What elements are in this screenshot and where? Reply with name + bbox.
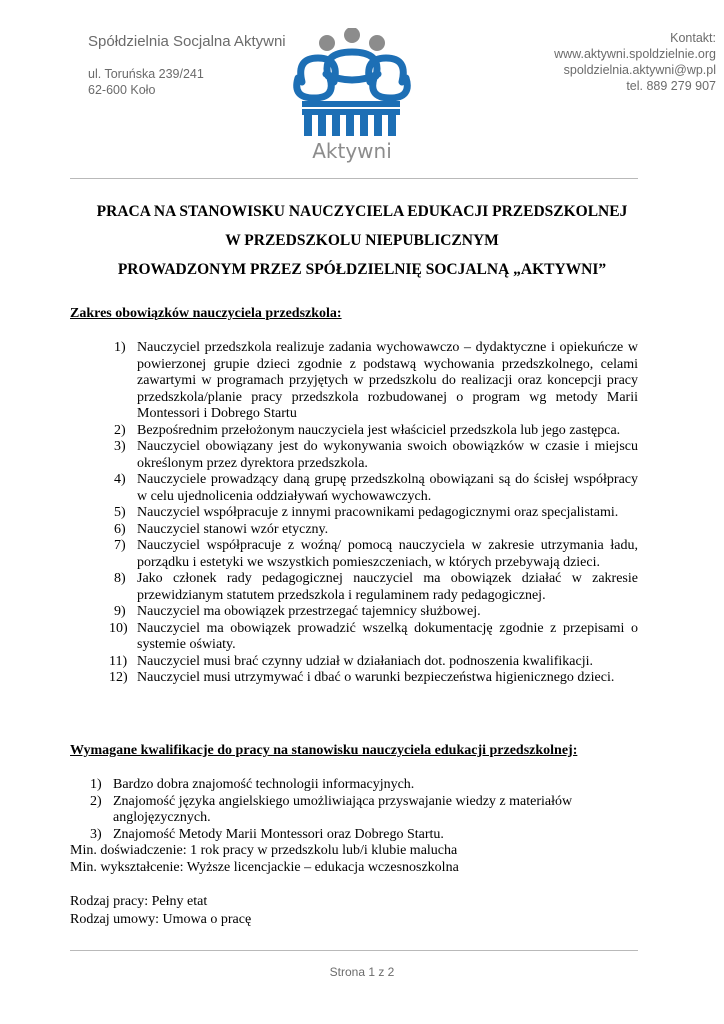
document-title-line-3: PROWADZONYM PRZEZ SPÓŁDZIELNIĘ SOCJALNĄ „AKTYWNI” — [117, 261, 607, 278]
list-item: 12) Nauczyciel musi utrzymywać i dbać o warunki bezpieczeństwa higienicznego dzieci. — [109, 670, 615, 685]
list-item: 7) Nauczyciel współpracuje z woźną/ pomocą nauczyciela w zakresie utrzymania ładu, porządku i estetyki we wszystkich pomieszczeniach, w których przebywają dzieci. — [114, 538, 638, 570]
aktywni-logo — [288, 28, 416, 163]
contact-label: Kontakt: — [670, 31, 716, 45]
list-item: 5) Nauczyciel współpracuje z innymi pracownikami pedagogicznymi oraz specjalistami. — [114, 505, 619, 520]
contact-email-link[interactable]: spoldzielnia.aktywni@wp.pl — [563, 63, 716, 77]
min-experience: Min. doświadczenie: 1 rok pracy w przedszkolu lub/i klubie malucha — [70, 843, 458, 858]
contact-phone: tel. 889 279 907 — [626, 79, 716, 93]
qualifications-list — [70, 777, 638, 843]
organization-street: ul. Toruńska 239/241 — [88, 67, 204, 81]
footer-divider — [70, 950, 638, 951]
document-title-line-2: W PRZEDSZKOLU NIEPUBLICZNYM — [225, 232, 499, 249]
duties-heading: Zakres obowiązków nauczyciela przedszkola: — [70, 306, 342, 321]
organization-name: Spółdzielnia Socjalna Aktywni — [88, 33, 286, 50]
min-education: Min. wykształcenie: Wyższe licencjackie – edukacja wczesnoszkolna — [70, 860, 459, 875]
list-item: 1) Bardzo dobra znajomość technologii informacyjnych. — [90, 777, 415, 792]
list-item: 6) Nauczyciel stanowi wzór etyczny. — [114, 521, 329, 537]
list-item: 8) Jako członek rady pedagogicznej nauczyciel ma obowiązek działać w zakresie przewidzianym statutem przedszkola i regulaminem rady pedagogicznej. — [114, 571, 638, 603]
list-item: 1) Nauczyciel przedszkola realizuje zadania wychowawczo – dydaktyczne i opiekuńcze w powierzonej grupie dzieci zgodnie z podstawą wychowania przedszkolnego, celami zawartymi w programach przyjętych w przedszkolu do realizacji oraz koncepcji pracy przedszkola/planie pracy przedszkola rozbudowanej o program wg metody Marii Montessori i Dobrego Startu — [114, 340, 638, 421]
document-title-line-1: PRACA NA STANOWISKU NAUCZYCIELA EDUKACJI PRZEDSZKOLNEJ — [96, 203, 628, 220]
list-item: 3) Nauczyciel obowiązany jest do wykonywania swoich obowiązków w czasie i miejscu określonym przez dyrektora przedszkola. — [114, 439, 638, 471]
logo-text: Aktywni — [312, 139, 392, 163]
qualifications-heading: Wymagane kwalifikacje do pracy na stanowisku nauczyciela edukacji przedszkolnej: — [70, 743, 578, 758]
contract-type: Rodzaj umowy: Umowa o pracę — [70, 912, 252, 927]
list-item: 10) Nauczyciel ma obowiązek prowadzić wszelką dokumentację zgodnie z przepisami o systemie oświaty. — [109, 620, 638, 652]
list-item: 11) Nauczyciel musi brać czynny udział w działaniach dot. podnoszenia kwalifikacji. — [109, 653, 593, 669]
organization-city: 62-600 Koło — [88, 83, 156, 97]
list-item: 2) Znajomość języka angielskiego umożliwiająca przyswajanie wiedzy z materiałów anglojęzycznych. — [90, 793, 573, 825]
contact-website-link[interactable]: www.aktywni.spoldzielnie.org — [554, 47, 716, 61]
list-item: 3) Znajomość Metody Marii Montessori oraz Dobrego Startu. — [90, 826, 444, 842]
header-divider — [70, 178, 638, 179]
list-item: 4) Nauczyciele prowadzący daną grupę przedszkolną obowiązani są do ścisłej współpracy w celu ujednolicenia oddziaływań wychowawczych. — [114, 472, 638, 504]
list-item: 2) Bezpośrednim przełożonym nauczyciela jest właściciel przedszkola lub jego zastępca. — [114, 422, 621, 438]
list-item: 9) Nauczyciel ma obowiązek przestrzegać tajemnicy służbowej. — [114, 604, 481, 619]
page-number: Strona 1 z 2 — [329, 965, 395, 979]
work-type: Rodzaj pracy: Pełny etat — [70, 894, 208, 909]
duties-list — [94, 340, 638, 687]
